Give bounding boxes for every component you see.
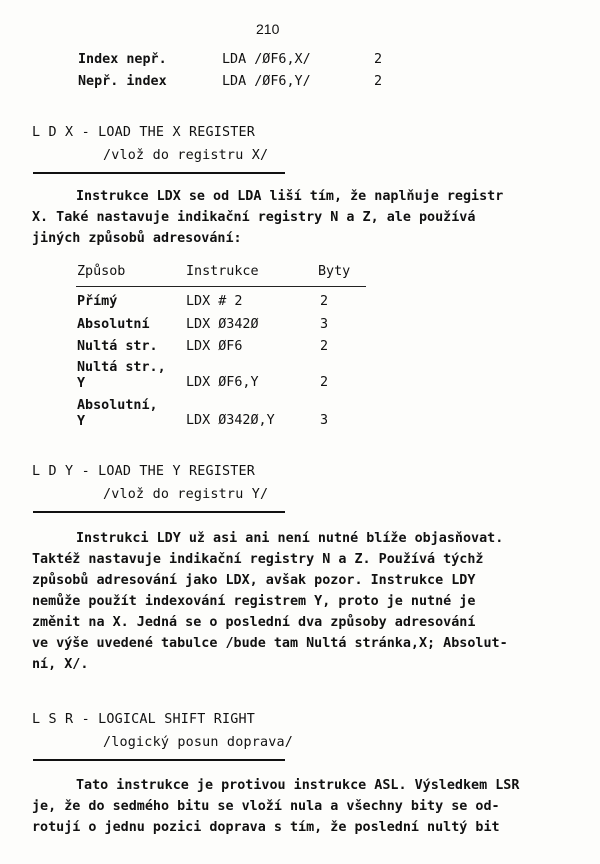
page-number: 210 [256,21,280,37]
ldx-table-row-1-bytes: 2 [320,294,329,309]
ldx-table-header-mode: Způsob [77,264,126,279]
ldx-paragraph-line-1: Instrukce LDX se od LDA liší tím, že naplňuje registr [76,189,504,204]
ldx-table-row-5-instruction: LDX Ø342Ø,Y [186,413,275,428]
ldx-table-header-instruction: Instrukce [186,264,259,279]
top-table-row-2-mode: Nepř. index [78,74,167,89]
ldy-heading-rule [33,511,285,513]
ldx-heading: L D X - LOAD THE X REGISTER [32,125,256,140]
lsr-paragraph-line-3: rotují o jednu pozici doprava s tím, že poslední nultý bit [32,820,500,835]
ldy-heading: L D Y - LOAD THE Y REGISTER [32,464,256,479]
ldy-paragraph-line-2: Taktéž nastavuje indikační registry N a Z. Používá týchž [32,552,484,567]
lsr-paragraph [32,775,572,838]
ldx-table-header-rule [76,286,366,287]
ldx-table-row-2-mode: Absolutní [77,317,150,332]
ldy-paragraph [32,528,572,675]
ldx-table-row-5-mode: Absolutní, Y [77,398,158,429]
ldy-paragraph-line-7: ní, X/. [32,657,89,672]
ldx-table-row-4-mode: Nultá str., Y [77,360,166,391]
ldx-table-header-bytes: Byty [318,264,351,279]
ldy-paragraph-line-3: způsobů adresování jako LDX, avšak pozor. Instrukce LDY [32,573,476,588]
ldx-table-row-2-instruction: LDX Ø342Ø [186,317,259,332]
ldx-table-row-1-instruction: LDX # 2 [186,294,243,309]
top-table-row-2-bytes: 2 [374,74,383,89]
ldx-table-row-3-mode: Nultá str. [77,339,158,354]
ldx-heading-rule [33,172,285,174]
ldy-paragraph-line-6: ve výše uvedené tabulce /bude tam Nultá stránka,X; Absolut- [32,636,508,651]
lsr-paragraph-line-2: je, že do sedmého bitu se vloží nula a všechny bity se od- [32,799,500,814]
ldx-paragraph-line-2: X. Také nastavuje indikační registry N a Z, ale používá [32,210,476,225]
ldx-table-row-2-bytes: 3 [320,317,329,332]
ldx-table-row-3-instruction: LDX ØF6 [186,339,243,354]
top-table-row-1-mode: Index nepř. [78,52,167,67]
ldx-table-row-5-bytes: 3 [320,413,329,428]
ldx-table-row-1-mode: Přímý [77,294,118,309]
ldx-table-row-4-bytes: 2 [320,375,329,390]
ldx-table-row-3-bytes: 2 [320,339,329,354]
ldy-subheading: /vlož do registru Y/ [103,487,269,502]
ldy-paragraph-line-5: změnit na X. Jedná se o poslední dva způsoby adresování [32,615,476,630]
ldy-paragraph-line-1: Instrukci LDY už asi ani není nutné blíže objasňovat. [76,531,504,546]
ldy-paragraph-line-4: nemůže použít indexování registrem Y, proto je nutné je [32,594,476,609]
ldx-subheading: /vlož do registru X/ [103,148,269,163]
lsr-subheading: /logický posun doprava/ [103,735,294,750]
ldx-paragraph [32,186,572,249]
ldx-paragraph-line-3: jiných způsobů adresování: [32,231,242,246]
top-table-row-1-bytes: 2 [374,52,383,67]
lsr-heading: L S R - LOGICAL SHIFT RIGHT [32,712,256,727]
top-table-row-1-instruction: LDA /ØF6,X/ [222,52,311,67]
top-table-row-2-instruction: LDA /ØF6,Y/ [222,74,311,89]
ldx-table-row-4-instruction: LDX ØF6,Y [186,375,259,390]
lsr-paragraph-line-1: Tato instrukce je protivou instrukce ASL. Výsledkem LSR [76,778,520,793]
lsr-heading-rule [33,759,285,761]
